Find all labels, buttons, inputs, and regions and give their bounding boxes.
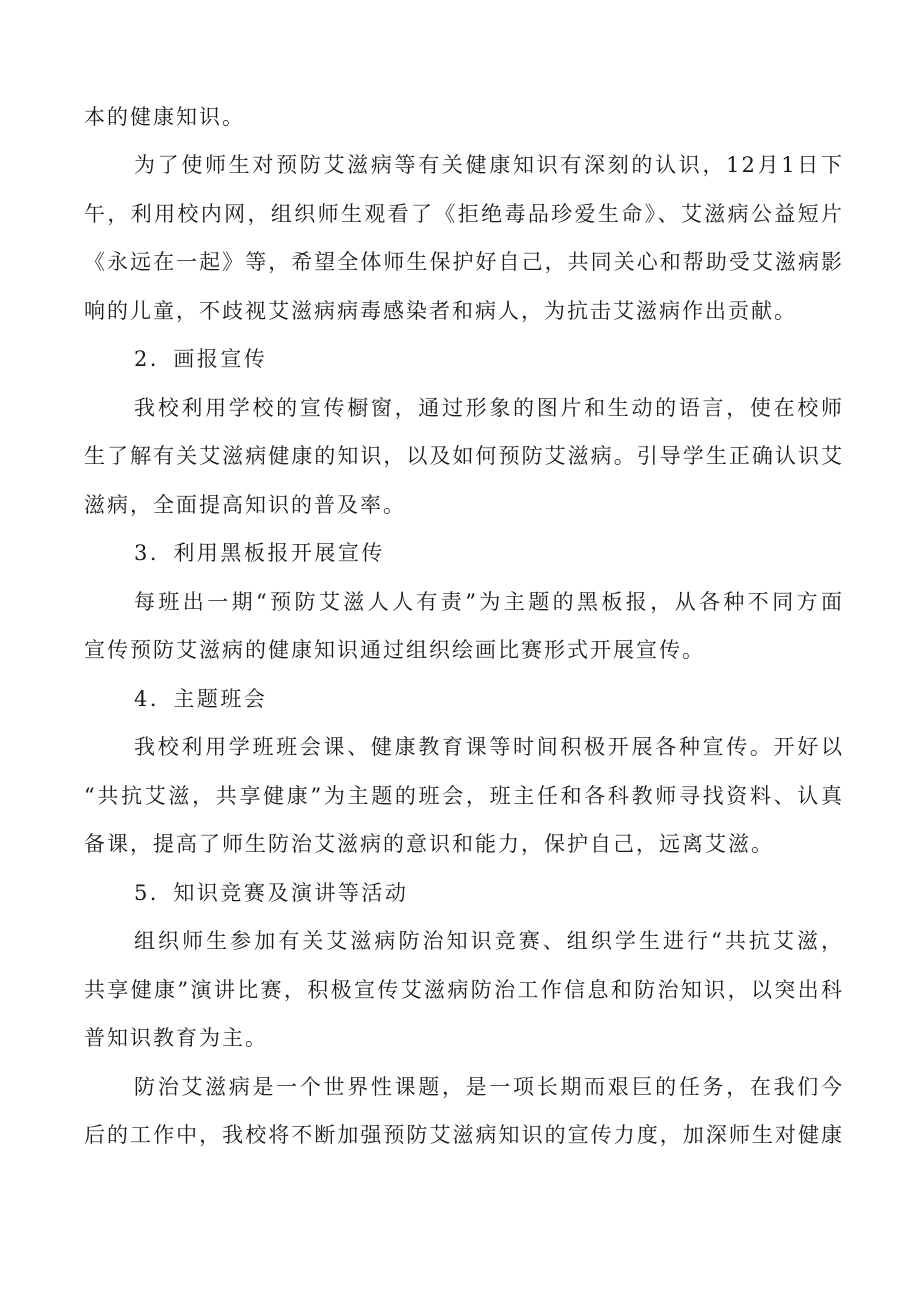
paragraph-line: 午，利用校内网，组织师生观看了《拒绝毒品珍爱生命》、艾滋病公益短片: [84, 202, 844, 226]
paragraph-line: 我校利用学校的宣传橱窗，通过形象的图片和生动的语言，使在校师: [134, 396, 844, 420]
paragraph-line: 滋病，全面提高知识的普及率。: [84, 493, 406, 517]
section-heading: 4．主题班会: [134, 687, 268, 711]
paragraph-line: 本的健康知识。: [84, 105, 245, 129]
paragraph-line: “共抗艾滋，共享健康”为主题的班会，班主任和各科教师寻找资料、认真: [84, 784, 844, 808]
section-heading: 2．画报宣传: [134, 347, 268, 371]
paragraph-line: 后的工作中，我校将不断加强预防艾滋病知识的宣传力度，加深师生对健康: [84, 1123, 844, 1147]
paragraph-line: 我校利用学班班会课、健康教育课等时间积极开展各种宣传。开好以: [134, 735, 844, 759]
paragraph-line: 防治艾滋病是一个世界性课题，是一项长期而艰巨的任务，在我们今: [134, 1075, 844, 1099]
paragraph-line: 响的儿童，不歧视艾滋病病毒感染者和病人，为抗击艾滋病作出贡献。: [84, 299, 797, 323]
paragraph-line: 组织师生参加有关艾滋病防治知识竞赛、组织学生进行“共抗艾滋，: [134, 929, 844, 953]
paragraph-line: 《永远在一起》等，希望全体师生保护好自己，共同关心和帮助受艾滋病影: [84, 250, 844, 274]
paragraph-line: 生了解有关艾滋病健康的知识，以及如何预防艾滋病。引导学生正确认识艾: [84, 444, 844, 468]
section-heading: 5．知识竞赛及演讲等活动: [134, 881, 409, 905]
paragraph-line: 共享健康”演讲比赛，积极宣传艾滋病防治工作信息和防治知识，以突出科: [84, 978, 844, 1002]
section-heading: 3．利用黑板报开展宣传: [134, 541, 385, 565]
paragraph-line: 普知识教育为主。: [84, 1026, 268, 1050]
paragraph-line: 备课，提高了师生防治艾滋病的意识和能力，保护自己，远离艾滋。: [84, 832, 774, 856]
paragraph-line: 宣传预防艾滋病的健康知识通过组织绘画比赛形式开展宣传。: [84, 638, 705, 662]
paragraph-line: 为了使师生对预防艾滋病等有关健康知识有深刻的认识，12月1日下: [134, 153, 844, 177]
paragraph-line: 每班出一期“预防艾滋人人有责”为主题的黑板报，从各种不同方面: [134, 590, 844, 614]
